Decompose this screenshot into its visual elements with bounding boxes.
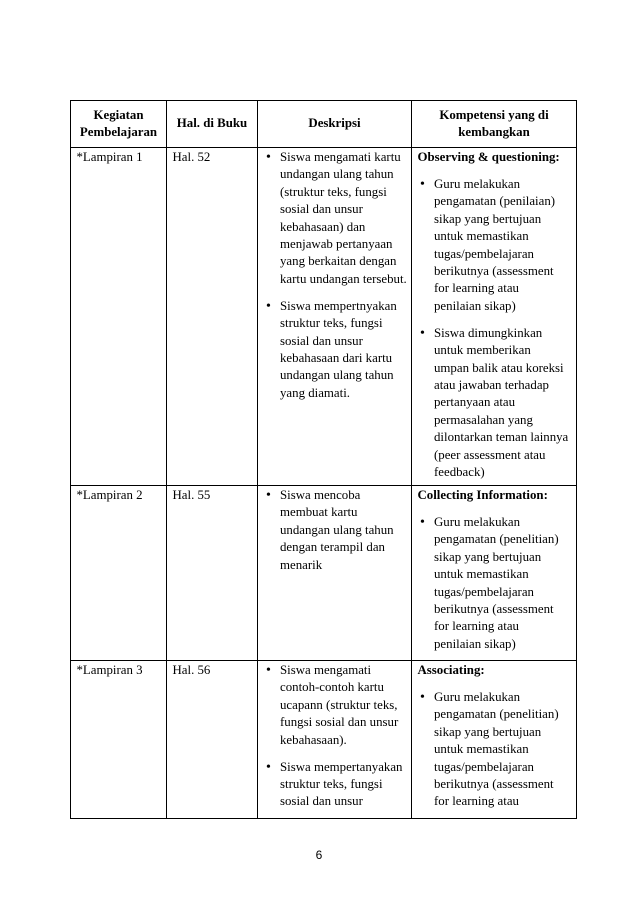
column-header-hal: Hal. di Buku	[167, 101, 258, 148]
kompetensi-list	[418, 689, 571, 811]
list-item: • Guru melakukan pengamatan (penelitian) sikap yang bertujuan untuk memastikan tugas/pembelajaran berikutnya (assessment for learning atau	[418, 689, 571, 811]
kompetensi-heading: Collecting Information:	[417, 488, 548, 502]
table-body	[71, 148, 577, 819]
list-item: • Siswa mengamati contoh-contoh kartu ucapann (struktur teks, fungsi sosial dan unsur kebahasaan).	[264, 662, 406, 749]
cell-kegiatan	[71, 486, 167, 661]
kegiatan-label: *Lampiran 1	[76, 150, 143, 164]
list-item: • Siswa mempertnyakan struktur teks, fungsi sosial dan unsur kebahasaan dari kartu undangan ulang tahun yang diamati.	[264, 298, 406, 402]
page-number: 6	[315, 848, 323, 862]
table-row	[71, 148, 577, 486]
list-item: • Siswa dimungkinkan untuk memberikan umpan balik atau koreksi atau jawaban terhadap pertanyaan atau permasalahan yang dilontarkan teman lainnya (peer assessment atau feedback)	[418, 325, 571, 482]
list-item: • Siswa mempertanyakan struktur teks, fungsi sosial dan unsur	[264, 759, 406, 811]
cell-hal	[167, 486, 258, 661]
column-header-kompetensi: Kompetensi yang di kembangkan	[412, 101, 577, 148]
cell-hal	[167, 148, 258, 486]
list-item: • Siswa mengamati kartu undangan ulang tahun (struktur teks, fungsi sosial dan unsur kebahasaan) dan menjawab pertanyaan yang berkaitan dengan kartu undangan tersebut.	[264, 149, 406, 288]
list-item: • Siswa mencoba membuat kartu undangan ulang tahun dengan terampil dan menarik	[264, 487, 406, 574]
deskripsi-list	[264, 149, 406, 402]
list-item: • Guru melakukan pengamatan (penelitian) sikap yang bertujuan untuk memastikan tugas/pembelajaran berikutnya (assessment for learning atau penilaian sikap)	[418, 514, 571, 653]
cell-deskripsi	[258, 148, 412, 486]
cell-kegiatan	[71, 661, 167, 819]
cell-kegiatan	[71, 148, 167, 486]
table-row	[71, 661, 577, 819]
page-reference: Hal. 52	[172, 150, 211, 164]
cell-kompetensi	[412, 661, 577, 819]
cell-hal	[167, 661, 258, 819]
column-header-deskripsi: Deskripsi	[258, 101, 412, 148]
page-reference: Hal. 55	[172, 488, 211, 502]
kompetensi-list	[418, 176, 571, 482]
deskripsi-list	[264, 662, 406, 811]
cell-deskripsi	[258, 486, 412, 661]
table-header-row	[71, 101, 577, 148]
cell-kompetensi	[412, 486, 577, 661]
list-item: • Guru melakukan pengamatan (penilaian) sikap yang bertujuan untuk memastikan tugas/pembelajaran berikutnya (assessment for learning atau penilaian sikap)	[418, 176, 571, 315]
cell-kompetensi	[412, 148, 577, 486]
kompetensi-heading: Observing & questioning:	[417, 150, 560, 164]
kegiatan-label: *Lampiran 3	[76, 663, 143, 677]
column-header-kegiatan: Kegiatan Pembelajaran	[71, 101, 167, 148]
kompetensi-list	[418, 514, 571, 653]
lesson-activity-table	[70, 100, 577, 819]
kegiatan-label: *Lampiran 2	[76, 488, 143, 502]
cell-deskripsi	[258, 661, 412, 819]
table-row	[71, 486, 577, 661]
page-reference: Hal. 56	[172, 663, 211, 677]
deskripsi-list	[264, 487, 406, 574]
kompetensi-heading: Associating:	[417, 663, 485, 677]
table-header	[71, 101, 577, 148]
